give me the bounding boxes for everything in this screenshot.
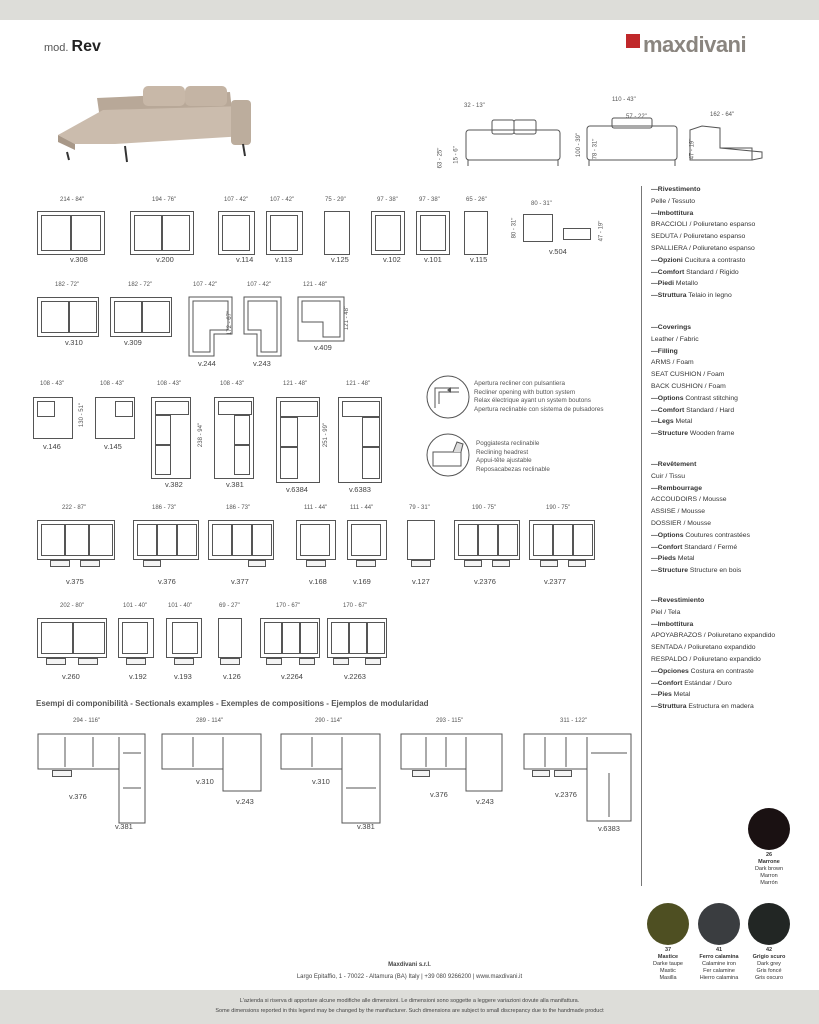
module-code: v.2263 bbox=[344, 672, 366, 681]
row2-dim: 172 - 67" bbox=[227, 310, 234, 336]
example-code-b: v.6383 bbox=[598, 824, 620, 833]
hero-dim-width: 110 - 43" bbox=[612, 97, 636, 103]
row3-dim: 108 - 43" bbox=[157, 381, 182, 387]
module-code: v.309 bbox=[124, 338, 142, 347]
spec-line: —Rivestimento bbox=[651, 186, 701, 193]
spec-block-fr bbox=[651, 459, 750, 577]
module-code: v.113 bbox=[275, 255, 293, 264]
module-v308[interactable] bbox=[37, 211, 105, 255]
module-v243[interactable] bbox=[243, 296, 283, 358]
recliner-footrest bbox=[568, 560, 586, 567]
module-code: v.244 bbox=[198, 359, 216, 368]
module-v2263[interactable] bbox=[327, 618, 387, 658]
hero-dim-extended: 162 - 64" bbox=[710, 112, 735, 118]
recliner-footrest bbox=[412, 770, 430, 777]
example-dim: 293 - 115" bbox=[436, 718, 464, 724]
module-code: v.382 bbox=[165, 480, 183, 489]
module-v101[interactable] bbox=[416, 211, 450, 255]
module-v193[interactable] bbox=[166, 618, 202, 658]
row2-dim: 182 - 72" bbox=[55, 282, 80, 288]
example-code-b: v.243 bbox=[476, 797, 494, 806]
module-code: v.146 bbox=[43, 442, 61, 451]
row3-dim: 238 - 94" bbox=[198, 422, 205, 448]
spec-line: —Pieds Metal bbox=[651, 555, 695, 563]
hero-dim-seat: 57 - 22" bbox=[626, 114, 647, 120]
module-code: v.504 bbox=[549, 247, 567, 256]
example-code-a: v.310 bbox=[312, 777, 330, 786]
spec-line: —Opciones Costura en contraste bbox=[651, 667, 754, 675]
row4-dim: 111 - 44" bbox=[304, 505, 328, 511]
module-v200[interactable] bbox=[130, 211, 194, 255]
spec-line: SPALLIERA / Poliuretano espanso bbox=[651, 244, 755, 252]
recliner-footrest bbox=[554, 770, 572, 777]
module-v114[interactable] bbox=[218, 211, 255, 255]
spec-line: ACCOUDOIRS / Mousse bbox=[651, 496, 727, 504]
spec-line: RESPALDO / Poliuretano expandido bbox=[651, 655, 761, 663]
top-band bbox=[0, 0, 819, 20]
module-code: v.169 bbox=[353, 577, 371, 586]
recliner-footrest bbox=[248, 560, 266, 567]
module-code: v.6384 bbox=[286, 485, 308, 494]
swatch-label-37: 37 Mastice Darke taupe Mastic Masilla bbox=[653, 947, 683, 981]
recliner-footrest bbox=[174, 658, 194, 665]
footer-note-it: L'azienda si riserva di apportare alcune modifiche alle dimensioni. Le dimensioni sono soggette a leggere variazioni dovute alla manifattura. bbox=[239, 998, 580, 1004]
row2-dim: 107 - 42" bbox=[247, 282, 272, 288]
recliner-footrest bbox=[492, 560, 510, 567]
module-code: v.114 bbox=[236, 255, 254, 264]
module-code: v.200 bbox=[156, 255, 174, 264]
row5-dim: 101 - 40" bbox=[123, 603, 148, 609]
spec-line: SEAT CUSHION / Foam bbox=[651, 371, 725, 379]
module-v126[interactable] bbox=[218, 618, 242, 658]
spec-divider bbox=[641, 186, 642, 886]
row5-dim: 202 - 80" bbox=[60, 603, 85, 609]
headrest-right bbox=[185, 86, 227, 106]
module-v6384[interactable] bbox=[276, 397, 320, 483]
spec-line: —Comfort Standard / Rigido bbox=[651, 268, 739, 276]
row1-dim: 97 - 38" bbox=[377, 197, 398, 203]
module-code: v.2264 bbox=[281, 672, 303, 681]
row3-dim: 121 - 48" bbox=[346, 381, 371, 387]
module-code: v.308 bbox=[70, 255, 88, 264]
row4-dim: 186 - 73" bbox=[152, 505, 177, 511]
row3-dim: 130 - 51" bbox=[79, 402, 86, 428]
spec-line: —Structure Wooden frame bbox=[651, 430, 735, 438]
module-code: v.377 bbox=[231, 577, 249, 586]
example-code-a: v.2376 bbox=[555, 790, 577, 799]
sofa-photo bbox=[55, 80, 260, 165]
examples-title: Esempi di componibilità - Sectionals examples - Exemples de compositions - Ejemplos de modularidad bbox=[36, 699, 429, 708]
module-code: v.115 bbox=[470, 255, 488, 264]
row5-dim: 69 - 27" bbox=[219, 603, 240, 609]
spec-line: Piel / Tela bbox=[651, 608, 681, 616]
example-dim: 294 - 116" bbox=[73, 718, 101, 724]
module-code: v.6383 bbox=[349, 485, 371, 494]
module-v381[interactable] bbox=[214, 397, 254, 479]
row1-dim: 194 - 76" bbox=[152, 197, 177, 203]
module-v169[interactable] bbox=[347, 520, 387, 560]
row3-dim: 108 - 43" bbox=[40, 381, 65, 387]
brand-logo: maxdivani bbox=[643, 32, 747, 57]
row2-dim: 121 - 48" bbox=[344, 305, 351, 331]
module-v2377[interactable] bbox=[529, 520, 595, 560]
module-v382[interactable] bbox=[151, 397, 191, 479]
example-code-a: v.310 bbox=[196, 777, 214, 786]
spec-line: SEDUTA / Poliuretano espanso bbox=[651, 233, 746, 241]
swatch-label-26: 26 Marrone Dark brown Marron Marrón bbox=[754, 852, 784, 886]
row4-dim: 190 - 75" bbox=[546, 505, 571, 511]
spec-line: —Imbottitura bbox=[651, 620, 694, 628]
row5-dim: 170 - 67" bbox=[276, 603, 301, 609]
module-code: v.310 bbox=[65, 338, 83, 347]
spec-line: Pelle / Tessuto bbox=[651, 197, 696, 205]
swatch-label-42: 42 Grigio scuro Dark grey Gris foncé Gris oscuro bbox=[752, 947, 786, 981]
module-code: v.2377 bbox=[544, 577, 566, 586]
hero-dim-depth: 32 - 13" bbox=[464, 103, 485, 109]
module-code: v.145 bbox=[104, 442, 122, 451]
recliner-footrest bbox=[50, 560, 70, 567]
example-code-a: v.376 bbox=[430, 790, 448, 799]
module-v113[interactable] bbox=[266, 211, 303, 255]
spec-line: —Revestimiento bbox=[651, 597, 705, 604]
spec-block-es bbox=[651, 595, 775, 713]
swatch-37[interactable] bbox=[647, 903, 689, 945]
hero-dim-h2: 15 - 6" bbox=[453, 146, 460, 164]
module-code: v.192 bbox=[129, 672, 147, 681]
spec-line: BRACCIOLI / Poliuretano espanso bbox=[651, 221, 756, 229]
footer-band bbox=[0, 990, 819, 1024]
row4-dim: 111 - 44" bbox=[350, 505, 374, 511]
recliner-legend-text: Apertura recliner con pulsantiera Recliner opening with button system Relax électrique ayant un system boutons Apertura reclinable con sistema de pulsadores bbox=[474, 380, 604, 413]
recliner-footrest bbox=[306, 560, 326, 567]
spec-line: —Pies Metal bbox=[651, 691, 691, 699]
row1-dim: 75 - 29" bbox=[325, 197, 346, 203]
spec-line: ARMS / Foam bbox=[651, 359, 694, 367]
module-v504[interactable] bbox=[523, 214, 553, 242]
hero-dim-h1: 63 - 25" bbox=[437, 147, 444, 169]
spec-block-en bbox=[651, 322, 738, 440]
swatch-label-41: 41 Ferro calamina Calamine iron Fer calamine Hierro calamina bbox=[699, 947, 739, 981]
spec-line: SENTADA / Poliuretano expandido bbox=[651, 644, 756, 652]
headrest-legend-icon bbox=[425, 432, 471, 478]
spec-line: —Imbottitura bbox=[651, 209, 694, 217]
row1-dim: 97 - 38" bbox=[419, 197, 440, 203]
row2-dim: 182 - 72" bbox=[128, 282, 153, 288]
module-v504-side[interactable] bbox=[563, 228, 591, 240]
row1-dim: 80 - 31" bbox=[511, 217, 518, 239]
example-code-b: v.243 bbox=[236, 797, 254, 806]
module-code: v.409 bbox=[314, 343, 332, 352]
row2-dim: 121 - 48" bbox=[303, 282, 328, 288]
spec-line: APOYABRAZOS / Poliuretano expandido bbox=[651, 632, 776, 640]
module-v377[interactable] bbox=[208, 520, 274, 560]
recliner-legend-icon bbox=[425, 374, 471, 420]
spec-line: —Legs Metal bbox=[651, 418, 693, 426]
row4-dim: 79 - 31" bbox=[409, 505, 430, 511]
spec-line: —Options Coutures contrastées bbox=[651, 531, 750, 539]
recliner-footrest bbox=[365, 658, 381, 665]
row1-dim: 107 - 42" bbox=[224, 197, 249, 203]
recliner-footrest bbox=[220, 658, 240, 665]
spec-line: BACK CUSHION / Foam bbox=[651, 382, 726, 390]
module-code: v.102 bbox=[383, 255, 401, 264]
row1-dim: 80 - 31" bbox=[531, 201, 552, 207]
example-dim: 311 - 122" bbox=[560, 718, 588, 724]
row5-dim: 170 - 67" bbox=[343, 603, 368, 609]
spec-line: —Options Contrast stitching bbox=[651, 394, 738, 402]
module-code: v.168 bbox=[309, 577, 327, 586]
hero-technical-drawings bbox=[462, 112, 772, 172]
spec-line: —Piedi Metallo bbox=[651, 280, 698, 288]
spec-line: Leather / Fabric bbox=[651, 335, 699, 343]
spec-line: —Filling bbox=[651, 347, 678, 355]
module-code: v.260 bbox=[62, 672, 80, 681]
spec-line: —Opzioni Cucitura a contrasto bbox=[651, 256, 746, 264]
spec-line: —Coverings bbox=[651, 324, 692, 331]
row3-dim: 251 - 99" bbox=[323, 422, 330, 448]
module-code: v.101 bbox=[424, 255, 442, 264]
module-code: v.375 bbox=[66, 577, 84, 586]
footer-address: Largo Epitaffio, 1 - 70022 - Altamura (BA) Italy | +39 080 9266200 | www.maxdivani.it bbox=[296, 974, 523, 980]
swatch-42[interactable] bbox=[748, 903, 790, 945]
example-composition-1[interactable] bbox=[37, 733, 149, 825]
row4-dim: 222 - 87" bbox=[62, 505, 87, 511]
recliner-footrest bbox=[356, 560, 376, 567]
module-code: v.193 bbox=[174, 672, 192, 681]
recliner-footrest bbox=[540, 560, 558, 567]
spec-line: DOSSIER / Mousse bbox=[651, 519, 712, 527]
example-dim: 290 - 114" bbox=[315, 718, 343, 724]
row1-dim: 107 - 42" bbox=[270, 197, 295, 203]
row3-dim: 108 - 43" bbox=[220, 381, 245, 387]
headrest-left bbox=[143, 86, 185, 106]
recliner-footrest bbox=[80, 560, 100, 567]
example-code-b: v.381 bbox=[115, 822, 133, 831]
footer-company: Maxdivani s.r.l. bbox=[388, 962, 431, 968]
module-v146[interactable] bbox=[33, 397, 73, 439]
recliner-footrest bbox=[266, 658, 282, 665]
spec-line: —Struttura Telaio in legno bbox=[651, 292, 732, 300]
spec-line: —Confort Standard / Fermé bbox=[651, 543, 738, 551]
module-code: v.376 bbox=[158, 577, 176, 586]
row1-dim: 65 - 26" bbox=[466, 197, 487, 203]
row4-dim: 186 - 73" bbox=[226, 505, 251, 511]
module-code: v.2376 bbox=[474, 577, 496, 586]
module-code: v.125 bbox=[331, 255, 349, 264]
recliner-footrest bbox=[126, 658, 146, 665]
spec-line: —Rembourrage bbox=[651, 484, 702, 492]
recliner-footrest bbox=[299, 658, 315, 665]
row1-dim: 47 - 19" bbox=[598, 220, 605, 242]
recliner-footrest bbox=[464, 560, 482, 567]
module-code: v.243 bbox=[253, 359, 271, 368]
module-v102[interactable] bbox=[371, 211, 405, 255]
recliner-footrest bbox=[52, 770, 72, 777]
recliner-footrest bbox=[532, 770, 550, 777]
example-code-b: v.381 bbox=[357, 822, 375, 831]
module-v409[interactable] bbox=[297, 296, 345, 342]
module-code: v.126 bbox=[223, 672, 241, 681]
row3-dim: 121 - 48" bbox=[283, 381, 308, 387]
swatch-26[interactable] bbox=[748, 808, 790, 850]
row5-dim: 101 - 40" bbox=[168, 603, 193, 609]
spec-line: —Structure Structure en bois bbox=[651, 567, 742, 575]
recliner-footrest bbox=[46, 658, 66, 665]
module-v309[interactable] bbox=[110, 297, 172, 337]
module-v310[interactable] bbox=[37, 297, 99, 337]
module-code: v.127 bbox=[412, 577, 430, 586]
row2-dim: 107 - 42" bbox=[193, 282, 218, 288]
example-dim: 289 - 114" bbox=[196, 718, 224, 724]
spec-line: —Comfort Standard / Hard bbox=[651, 406, 735, 414]
spec-line: Cuir / Tissu bbox=[651, 472, 685, 480]
module-v2264[interactable] bbox=[260, 618, 320, 658]
hero-dim-h5: 47 - 19" bbox=[689, 138, 696, 160]
footer-note-en: Some dimensions reported in this legend may be changed by the manifacturer. Such dimensions are subject to small discrepancy due to the handmade product bbox=[215, 1008, 604, 1014]
row3-dim: 108 - 43" bbox=[100, 381, 125, 387]
module-v115[interactable] bbox=[464, 211, 488, 255]
spec-line: —Revêtement bbox=[651, 461, 697, 468]
module-v192[interactable] bbox=[118, 618, 154, 658]
swatch-41[interactable] bbox=[698, 903, 740, 945]
spec-block-it bbox=[651, 184, 755, 302]
spec-line: ASSISE / Mousse bbox=[651, 508, 706, 516]
hero-dim-h3: 100 - 39" bbox=[576, 132, 583, 158]
module-v125[interactable] bbox=[324, 211, 350, 255]
example-composition-3[interactable] bbox=[280, 733, 382, 825]
module-v6383[interactable] bbox=[338, 397, 382, 483]
module-v2376[interactable] bbox=[454, 520, 520, 560]
model-title: mod. Rev bbox=[44, 38, 101, 55]
hero-dim-h4: 78 - 31" bbox=[592, 138, 599, 160]
module-v376[interactable] bbox=[133, 520, 199, 560]
module-v127[interactable] bbox=[407, 520, 435, 560]
module-v145[interactable] bbox=[95, 397, 135, 439]
recliner-footrest bbox=[78, 658, 98, 665]
spec-line: —Struttura Estructura en madera bbox=[651, 703, 754, 711]
spec-line: —Confort Estándar / Duro bbox=[651, 679, 732, 687]
module-code: v.381 bbox=[226, 480, 244, 489]
recliner-footrest bbox=[411, 560, 431, 567]
module-v260[interactable] bbox=[37, 618, 107, 658]
example-code-a: v.376 bbox=[69, 792, 87, 801]
row1-dim: 214 - 84" bbox=[60, 197, 85, 203]
module-v168[interactable] bbox=[296, 520, 336, 560]
recliner-footrest bbox=[143, 560, 161, 567]
row4-dim: 190 - 75" bbox=[472, 505, 497, 511]
module-v375[interactable] bbox=[37, 520, 115, 560]
recliner-footrest bbox=[333, 658, 349, 665]
headrest-legend-text: Poggiatesta reclinabile Reclining headrest Appui-tête ajustable Reposacabezas reclinable bbox=[476, 440, 550, 473]
example-composition-5[interactable] bbox=[523, 733, 633, 823]
example-composition-4[interactable] bbox=[400, 733, 504, 793]
